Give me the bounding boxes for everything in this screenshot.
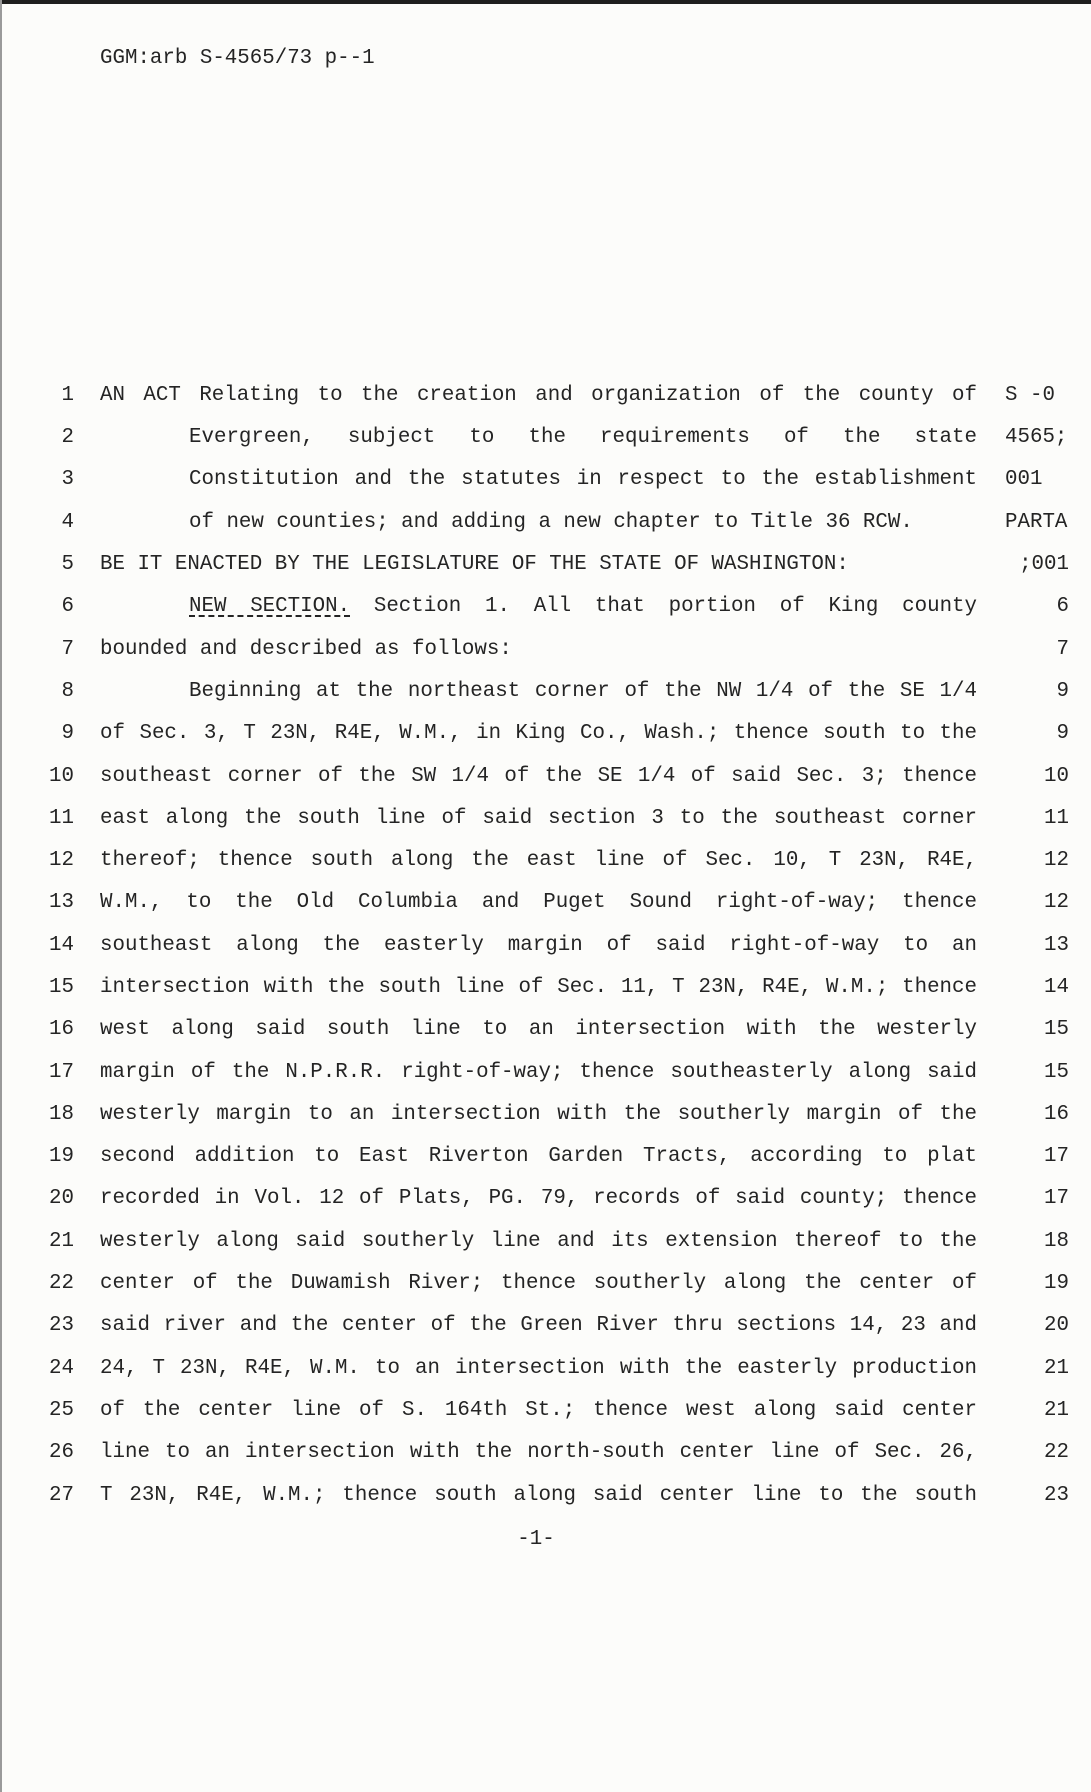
line-number: 19: [49, 1145, 74, 1169]
line-number: 23: [49, 1314, 74, 1338]
margin-code: 23: [1044, 1483, 1069, 1507]
text-line: [0, 713, 1091, 755]
line-number: 27: [49, 1483, 74, 1507]
text-line: [0, 1136, 1091, 1178]
text-line: [0, 1094, 1091, 1136]
margin-code: ;001: [1019, 553, 1069, 577]
text-line: [0, 1009, 1091, 1051]
text-line: [0, 417, 1091, 459]
margin-code: 14: [1044, 976, 1069, 999]
line-text: bounded and described as follows:: [100, 637, 512, 661]
line-text: thereof; thence south along the east line of Sec. 10, T 23N, R4E,: [100, 849, 977, 873]
margin-code: 17: [1044, 1187, 1069, 1211]
margin-code: 18: [1044, 1229, 1069, 1253]
margin-code: 9: [1056, 722, 1069, 746]
line-text: west along said south line to an intersection with the westerly: [100, 1018, 977, 1042]
margin-code: 13: [1044, 933, 1069, 957]
line-number: 3: [61, 468, 74, 492]
margin-code: 7: [1056, 637, 1069, 661]
line-text: second addition to East Riverton Garden Tracts, according to plat: [100, 1145, 977, 1169]
line-text: 24, T 23N, R4E, W.M. to an intersection with the easterly production: [100, 1356, 977, 1380]
line-text: Beginning at the northeast corner of the NW 1/4 of the SE 1/4: [189, 679, 977, 703]
new-section-heading: NEW SECTION.: [189, 595, 351, 619]
document-id-header: GGM:arb S-4565/73 p--1: [100, 47, 375, 70]
text-line: [0, 375, 1091, 417]
text-line: [0, 882, 1091, 924]
line-number: 2: [61, 426, 74, 450]
text-line: [0, 1475, 1091, 1517]
line-text: center of the Duwamish River; thence southerly along the center of: [100, 1272, 977, 1296]
line-text: recorded in Vol. 12 of Plats, PG. 79, records of said county; thence: [100, 1187, 977, 1211]
margin-code: S -0: [1005, 383, 1055, 407]
line-text: intersection with the south line of Sec. 11, T 23N, R4E, W.M.; thence: [100, 976, 977, 999]
margin-code: 21: [1044, 1398, 1069, 1422]
text-line: [0, 1221, 1091, 1263]
top-edge-rule: [0, 0, 1091, 4]
line-number: 14: [49, 933, 74, 957]
line-number: 7: [61, 637, 74, 661]
numbered-text-lines: [0, 375, 1091, 1517]
line-text: Constitution and the statutes in respect to the establishment: [189, 468, 977, 492]
margin-code: 22: [1044, 1441, 1069, 1465]
line-text: of new counties; and adding a new chapter to Title 36 RCW.: [189, 510, 913, 534]
margin-code: PARTA: [1005, 510, 1068, 534]
line-text: east along the south line of said section 3 to the southeast corner: [100, 806, 977, 830]
text-line: [0, 967, 1091, 1009]
line-text: W.M., to the Old Columbia and Puget Sound right-of-way; thence: [100, 891, 977, 915]
line-text: [189, 586, 977, 628]
line-number: 15: [49, 976, 74, 999]
text-line: [0, 586, 1091, 628]
line-number: 26: [49, 1441, 74, 1465]
section-text: Section 1. All that portion of King county: [373, 595, 977, 619]
text-line: [0, 629, 1091, 671]
line-text: Evergreen, subject to the requirements of the state: [189, 426, 977, 450]
margin-code: 11: [1044, 806, 1069, 830]
line-number: 20: [49, 1187, 74, 1211]
margin-code: 4565;: [1005, 426, 1068, 450]
line-text: AN ACT Relating to the creation and organization of the county of: [100, 383, 977, 407]
text-line: [0, 502, 1091, 544]
line-text: T 23N, R4E, W.M.; thence south along said center line to the south: [100, 1483, 977, 1507]
margin-code: 15: [1044, 1060, 1069, 1084]
line-number: 16: [49, 1018, 74, 1042]
line-text: of the center line of S. 164th St.; thence west along said center: [100, 1398, 977, 1422]
margin-code: 19: [1044, 1272, 1069, 1296]
margin-code: 16: [1044, 1102, 1069, 1126]
line-number: 11: [49, 806, 74, 830]
text-line: [0, 1348, 1091, 1390]
text-line: [0, 1390, 1091, 1432]
line-text: of Sec. 3, T 23N, R4E, W.M., in King Co., Wash.; thence south to the: [100, 722, 977, 746]
text-line: [0, 1178, 1091, 1220]
line-text: westerly along said southerly line and its extension thereof to the: [100, 1229, 977, 1253]
line-text: southeast corner of the SW 1/4 of the SE 1/4 of said Sec. 3; thence: [100, 764, 977, 788]
margin-code: 15: [1044, 1018, 1069, 1042]
line-number: 12: [49, 849, 74, 873]
line-text: westerly margin to an intersection with the southerly margin of the: [100, 1102, 977, 1126]
line-number: 5: [61, 553, 74, 577]
margin-code: 6: [1056, 595, 1069, 619]
text-line: [0, 1305, 1091, 1347]
line-text: said river and the center of the Green River thru sections 14, 23 and: [100, 1314, 977, 1338]
text-line: [0, 1052, 1091, 1094]
margin-code: 21: [1044, 1356, 1069, 1380]
text-line: [0, 1432, 1091, 1474]
line-number: 21: [49, 1229, 74, 1253]
margin-code: 12: [1044, 849, 1069, 873]
page-number: -1-: [517, 1528, 555, 1551]
margin-code: 12: [1044, 891, 1069, 915]
margin-code: 10: [1044, 764, 1069, 788]
text-line: [0, 798, 1091, 840]
line-number: 10: [49, 764, 74, 788]
text-line: [0, 544, 1091, 586]
text-line: [0, 925, 1091, 967]
margin-code: 20: [1044, 1314, 1069, 1338]
line-number: 8: [61, 679, 74, 703]
line-number: 18: [49, 1102, 74, 1126]
line-number: 9: [61, 722, 74, 746]
text-line: [0, 1263, 1091, 1305]
line-text: line to an intersection with the north-south center line of Sec. 26,: [100, 1441, 977, 1465]
line-text: southeast along the easterly margin of said right-of-way to an: [100, 933, 977, 957]
margin-code: 001: [1005, 468, 1043, 492]
line-number: 17: [49, 1060, 74, 1084]
line-number: 24: [49, 1356, 74, 1380]
margin-code: 9: [1056, 679, 1069, 703]
line-number: 6: [61, 595, 74, 619]
line-number: 1: [61, 383, 74, 407]
text-line: [0, 671, 1091, 713]
text-line: [0, 840, 1091, 882]
line-text: margin of the N.P.R.R. right-of-way; thence southeasterly along said: [100, 1060, 977, 1084]
line-number: 22: [49, 1272, 74, 1296]
margin-code: 17: [1044, 1145, 1069, 1169]
line-number: 25: [49, 1398, 74, 1422]
line-number: 4: [61, 510, 74, 534]
text-line: [0, 756, 1091, 798]
line-number: 13: [49, 891, 74, 915]
text-line: [0, 459, 1091, 501]
enacting-clause: BE IT ENACTED BY THE LEGISLATURE OF THE STATE OF WASHINGTON:: [100, 553, 849, 577]
